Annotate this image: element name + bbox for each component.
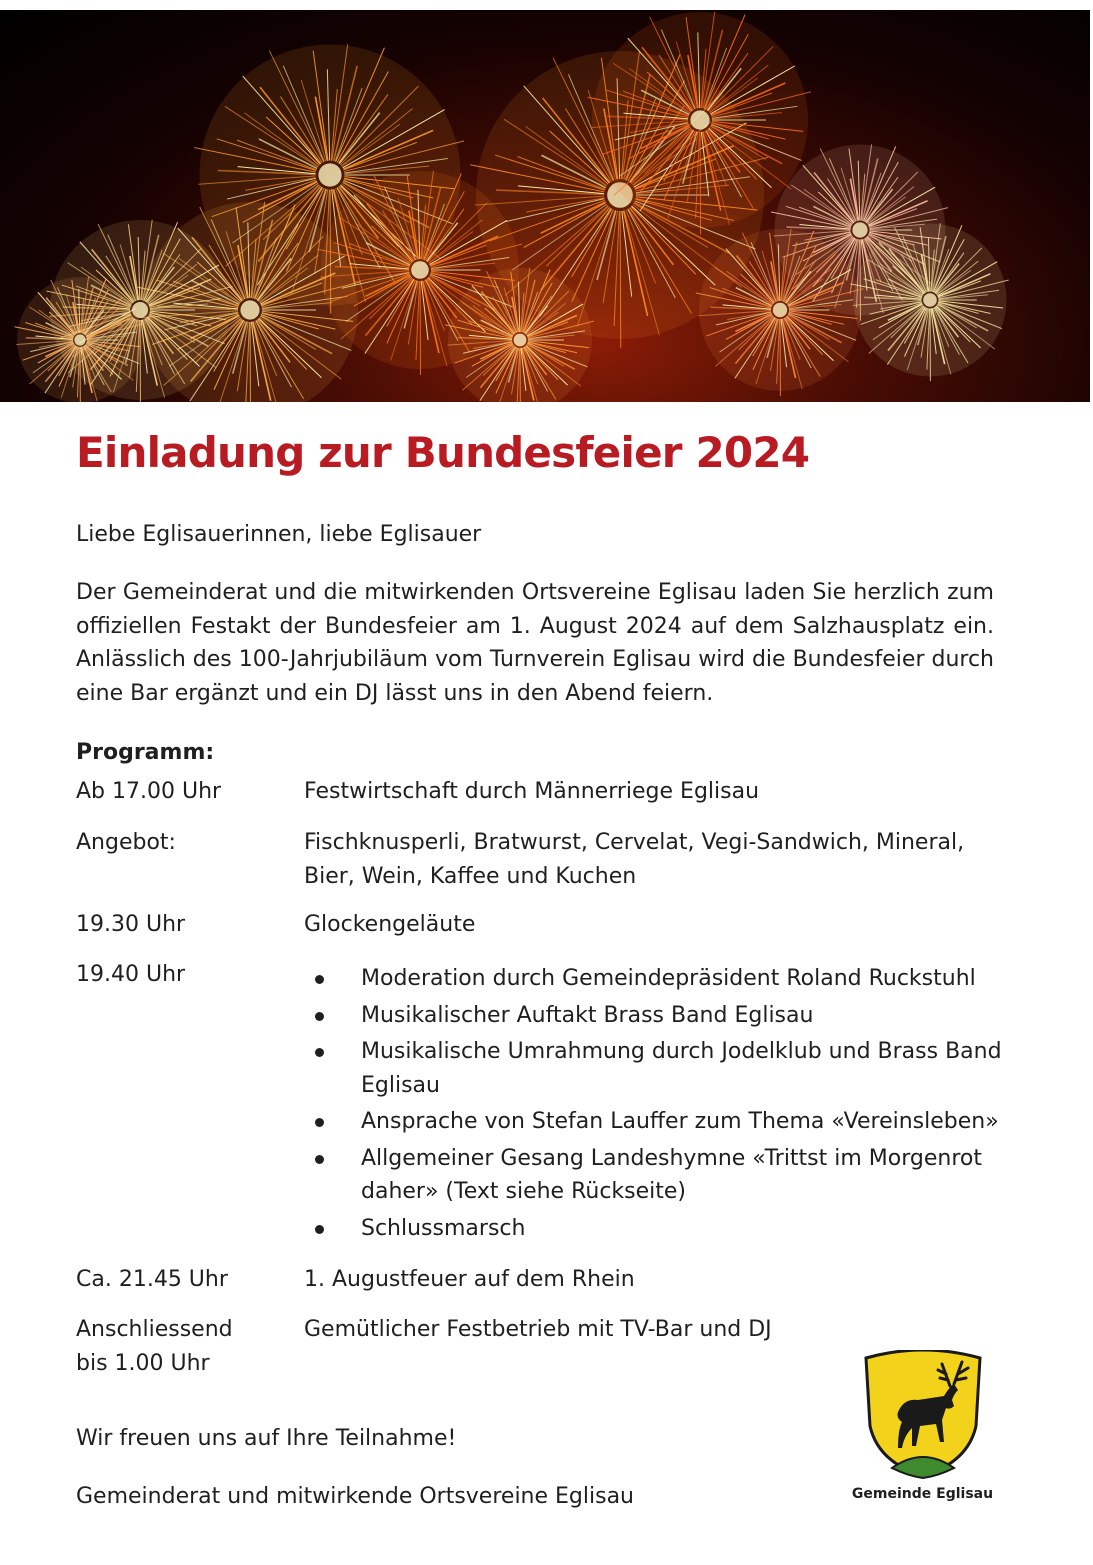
list-item: Moderation durch Gemeindepräsident Roland Ruckstuhl (305, 962, 1035, 996)
program-time: Ab 17.00 Uhr (76, 779, 222, 804)
bullet-icon (315, 1048, 324, 1057)
program-desc: Glockengeläute (304, 912, 476, 937)
program-time: Anschliessend bis 1.00 Uhr (76, 1317, 233, 1376)
program-desc: 1. Augustfeuer auf dem Rhein (304, 1267, 635, 1292)
program-time: 19.30 Uhr (76, 912, 186, 937)
program-desc: Gemütlicher Festbetrieb mit TV-Bar und DJ (304, 1317, 772, 1342)
stag-coat-of-arms-icon (858, 1350, 988, 1480)
signoff: Gemeinderat und mitwirkende Ortsvereine Eglisau (76, 1484, 635, 1509)
closing-line: Wir freuen uns auf Ihre Teilnahme! (76, 1426, 457, 1451)
program-desc: Fischknusperli, Bratwurst, Cervelat, Vegi-Sandwich, Mineral, Bier, Wein, Kaffee und Kuchen (304, 830, 965, 889)
bullet-icon (315, 1012, 324, 1021)
program-time: 19.40 Uhr (76, 962, 186, 987)
fireworks-image (0, 10, 1090, 402)
fireworks-banner (0, 10, 1090, 402)
list-item: Ansprache von Stefan Lauffer zum Thema «Vereinsleben» (305, 1105, 1035, 1139)
greeting: Liebe Eglisauerinnen, liebe Eglisauer (76, 522, 482, 547)
program-time: Angebot: (76, 830, 176, 855)
intro-paragraph: Der Gemeinderat und die mitwirkenden Ortsvereine Eglisau laden Sie herzlich zum offiziellen Festakt der Bundesfeier am 1. August 2024 auf dem Salzhausplatz ein. Anlässlich des 100-Jahrjubiläum vom Turnverein Eglisau wird die Bundesfeier durch eine Bar ergänzt und ein DJ lässt uns in den Abend feiern. (76, 580, 994, 706)
program-time: Ca. 21.45 Uhr (76, 1267, 228, 1292)
list-item: Schlussmarsch (305, 1212, 1035, 1246)
bullet-icon (315, 1155, 324, 1164)
list-item: Allgemeiner Gesang Landeshymne «Trittst im Morgenrot daher» (Text siehe Rückseite) (305, 1142, 1035, 1209)
ceremony-list (305, 962, 1035, 1248)
list-item: Musikalische Umrahmung durch Jodelklub und Brass Band Eglisau (305, 1035, 1035, 1102)
list-item: Musikalischer Auftakt Brass Band Eglisau (305, 999, 1035, 1033)
program-desc: Festwirtschaft durch Männerriege Eglisau (304, 779, 760, 804)
program-heading: Programm: (76, 740, 215, 765)
page-title: Einladung zur Bundesfeier 2024 (76, 428, 810, 477)
crest-label: Gemeinde Eglisau (851, 1486, 994, 1502)
bullet-icon (315, 1118, 324, 1127)
bullet-icon (315, 1225, 324, 1234)
bullet-icon (315, 975, 324, 984)
